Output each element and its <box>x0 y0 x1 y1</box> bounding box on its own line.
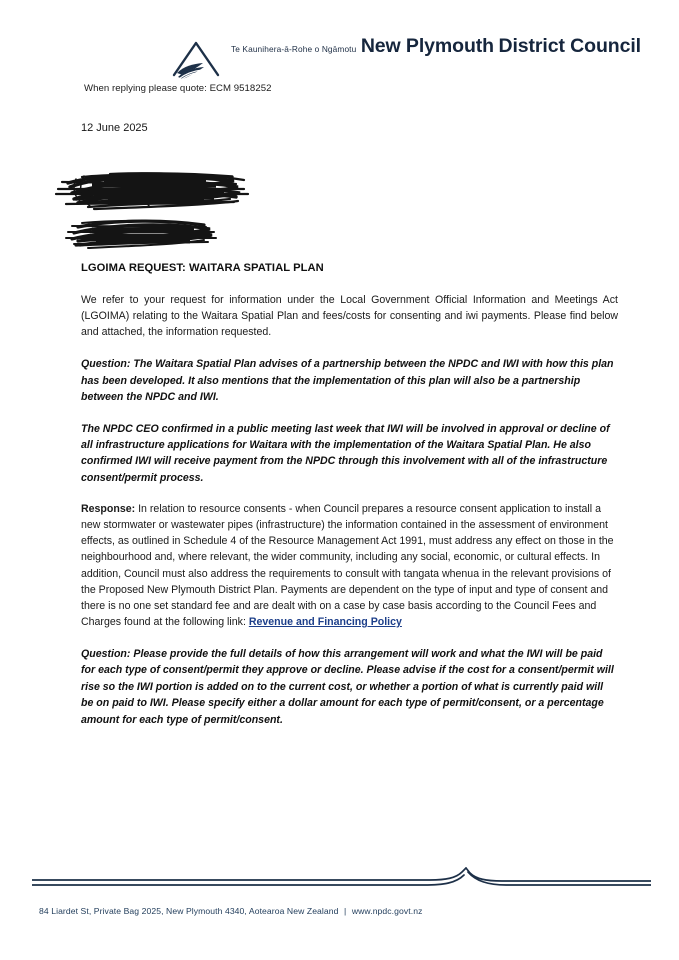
council-logo-text <box>231 34 641 57</box>
response-label: Response: <box>81 503 136 516</box>
footer-website: www.npdc.govt.nz <box>351 906 423 916</box>
reference-line: When replying please quote: ECM 9518252 <box>84 83 272 94</box>
page-title: LGOIMA REQUEST: WAITARA SPATIAL PLAN <box>81 262 324 274</box>
footer-contact <box>39 906 422 916</box>
footer-separator: | <box>344 906 347 916</box>
intro-paragraph: We refer to your request for information under the Local Government Official Information and Meetings Act (LGOIMA) relating to the Waitara Spatial Plan and fees/costs for consenting and iwi payments. Please find below and attached, the information requested. <box>81 294 618 339</box>
letter-body <box>81 262 618 743</box>
council-logo <box>170 34 641 89</box>
redaction-block <box>48 163 288 258</box>
logo-name-line1: New Plymouth <box>360 35 494 57</box>
mountain-peak-rule-icon <box>32 866 651 900</box>
revenue-and-financing-policy-link[interactable]: Revenue and Financing Policy <box>248 615 402 628</box>
letter-date: 12 June 2025 <box>81 122 148 134</box>
page-footer <box>0 866 679 928</box>
footer-address: 84 Liardet St, Private Bag 2025, New Plymouth 4340, Aotearoa New Zealand <box>39 906 339 916</box>
response-paragraph <box>81 501 618 630</box>
response-body-text: In relation to resource consents - when Council prepares a resource consent application to install a new stormwater or wastewater pipes (infrastructure) the information contained in the assessment of environment effects, as outlined in Schedule 4 of the Resource Management Act 1991, must address any effect on those in the neighbourhood and, where relevant, the wider community, including any social, economic, or cultural effects. In addition, Council must also address the requirements to consult with tangata whenua in the relevant provisions of the Proposed New Plymouth District Plan. Payments are dependent on the type of input and type of consent and there is no one set standard fee and are dealt with on a case by case basis according to the Council Fees and Charges found at the following link: <box>81 503 614 628</box>
question-one-paragraph: Question: The Waitara Spatial Plan advises of a partnership between the NPDC and IWI with how this plan has been developed. It also mentions that the implementation of this plan will also be a partnership between the NPDC and IWI. <box>81 358 614 404</box>
question-one-continued-paragraph: The NPDC CEO confirmed in a public meeting last week that IWI will be involved in approval or decline of all infrastructure applications for Waitara with the implementation of the Waitara Spatial Plan. He also confirmed IWI will receive payment from the NPDC through this involvement with all of the infrastructure consent/permit process. <box>81 422 610 484</box>
logo-name-line2: District Council <box>498 35 641 57</box>
mountain-wave-logo-icon <box>170 37 222 89</box>
question-two-paragraph: Question: Please provide the full details of how this arrangement will work and what the IWI will be paid for each type of consent/permit they approve or decline. Please advise if the cost for a consent/permit will rise so the IWI portion is added on to the current cost, or whether a portion of what is currently paid will be on paid to IWI. Please specify either a dollar amount for each type of permit/consent, or a percentage amount for each type of permit/consent. <box>81 647 614 726</box>
logo-tagline: Te Kaunihera-ā-Rohe o Ngāmotu <box>230 44 357 54</box>
